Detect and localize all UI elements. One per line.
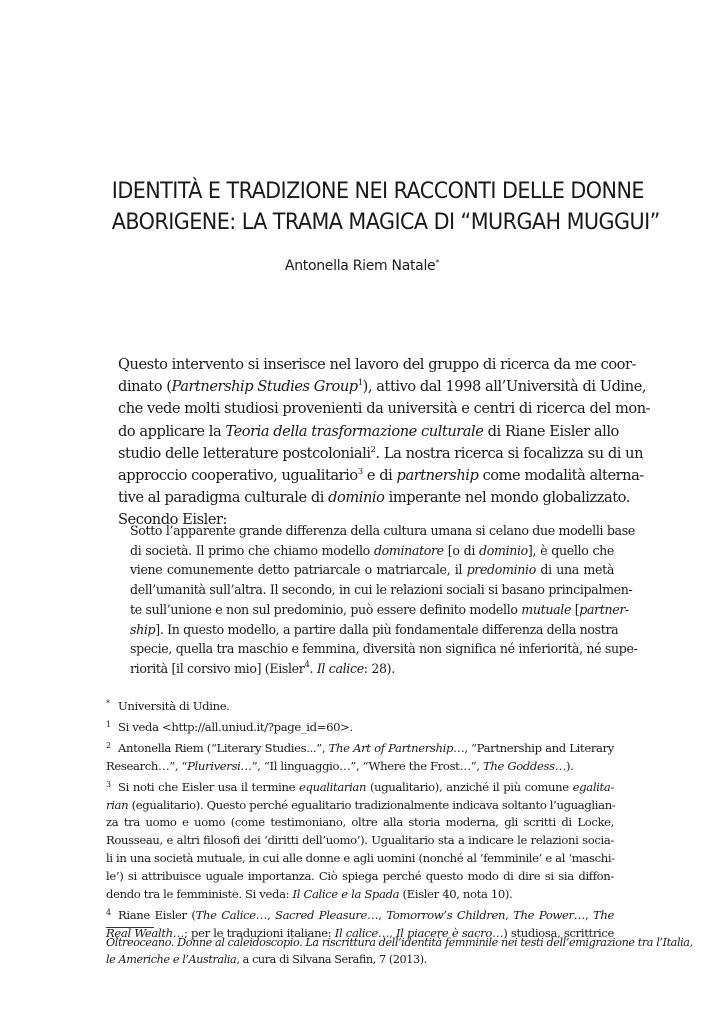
quote-line: di società. Il primo che chiamo modello dominatore [o di dominio], è quello che [130,542,615,558]
footnote-1: 1 Si veda <http://all.uniud.it/?page_id=60>. [106,719,353,734]
footnote-ref-1: 1 [357,378,363,389]
body-line: tive al paradigma culturale di dominio imperante nel mondo globalizzato. [118,489,630,507]
footnote-4-cont: Real Wealth…; per le traduzioni italiane: Il calice…, Il piacere è sacro…) studiosa, scrittrice [106,925,615,940]
body-line: Secondo Eisler: [118,511,228,529]
author-name: Antonella Riem Natale [284,258,436,274]
footnote-ref-3: 3 [357,467,363,478]
quote-line: Sotto l’apparente grande differenza della cultura umana si celano due modelli base [130,523,635,538]
body-line: dinato (Partnership Studies Group$^1$), attivo dal 1998 all’Università di Udine, [118,378,647,396]
footnote-3-cont: dendo tra le femministe. Si veda: Il Calice e la Spada (Eisler 40, nota 10). [106,887,513,902]
footnote-ref-4: 4 [304,659,310,670]
footnote-3-cont: rian (egualitario). Questo perché egualitario tradizionalmente indicava soltanto l’uguaglian- [106,797,616,812]
footnote-3-cont: le’) si attribuisce uguale importanza. Ciò spiega perché questo modo di dire si sia diffon- [106,869,614,884]
footnote-3: 3 Si noti che Eisler usa il termine equalitarian (ugualitario), anziché il più comune egalita- [106,779,614,794]
footnote-4: 4 Riane Eisler (The Calice…, Sacred Pleasure…, Tomorrow’s Children, The Power…, The [106,907,615,922]
footnotes [106,695,614,943]
body-line: studio delle letterature postcoloniali$^2$. La nostra ricerca si focalizza su di un [118,444,644,462]
footnote-3-cont: za tra uomo e uomo (come testimoniano, oltre alla storia moderna, gli scritti di Locke, [106,815,614,830]
quote-line: dell’umanità sull’altra. Il secondo, in cui le relazioni sociali si basano principalmen- [130,582,633,598]
author-byline [90,258,634,274]
quote-line: viene comunemente detto patriarcale o matriarcale, il predominio di una metà [130,562,615,578]
footer-line-1: Oltreoceano. Donne al caleidoscopio. La riscrittura dell’identità femminile nei testi dell’emigrazione tra l’Italia, [106,936,693,949]
eisler-quotation [130,521,638,679]
footnote-3-cont: li in una società mutuale, in cui alle donne e agli uomini (nonché al ‘femminile’ e al ‘maschi- [106,851,615,866]
footnote-author: * Università di Udine. [106,699,230,713]
journal-footer [106,935,693,968]
title-line-1: IDENTITÀ E TRADIZIONE NEI RACCONTI DELLE DONNE [111,178,644,204]
body-line: che vede molti studiosi provenienti da università e centri di ricerca del mon- [118,400,651,418]
footer-line-2: le Americhe e l’Australia, a cura di Silvana Serafin, 7 (2013). [106,952,427,966]
quote-line: ship]. In questo modello, a partire dalla più fondamentale differenza della nostra [130,621,619,637]
quote-line: specie, quella tra maschio e femmina, diversità non significa né inferiorità, né supe- [130,641,638,657]
quote-line: riorità [il corsivo mio] (Eisler$^4$. Il calice: 28). [130,659,395,676]
footnote-ref-2: 2 [370,444,376,455]
body-line: approccio cooperativo, ugualitario$^3$ e di partnership come modalità alterna- [118,467,644,485]
body-line: do applicare la Teoria della trasformazione culturale di Riane Eisler allo [118,422,619,440]
footnote-3-cont: Rousseau, e altri filosofi dei ‘diritti dell’uomo’). Ugualitario sta a indicare le relazioni socia- [106,833,614,848]
title-line-2: ABORIGENE: LA TRAMA MAGICA DI “MURGAH MUGGUI” [111,209,660,235]
author-footnote-mark: * [435,258,440,267]
quote-line: te sull’unione e non sul predominio, può essere definito modello mutuale [partner- [130,601,629,617]
footer-separator [106,927,154,928]
body-line: Questo intervento si inserisce nel lavoro del gruppo di ricerca da me coor- [118,356,637,373]
article-title [111,176,660,238]
footnote-2-cont: Research…”, “Pluriversi…”, “Il linguaggio…”, “Where the Frost…”, The Goddess…). [106,758,574,773]
body-paragraph [118,354,651,532]
footnote-2: 2 Antonella Riem (“Literary Studies...”, The Art of Partnership…, “Partnership and Literary [106,740,614,755]
